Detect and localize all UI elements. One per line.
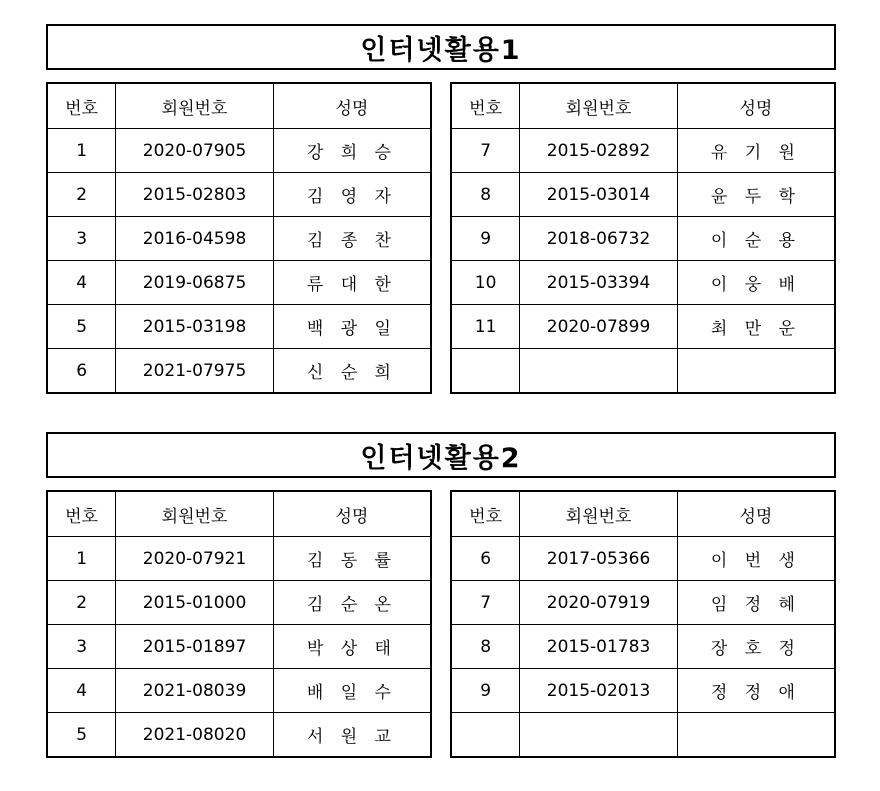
- cell-name: [677, 349, 835, 394]
- cell-number: 6: [47, 349, 116, 394]
- cell-number: 4: [47, 261, 116, 305]
- cell-member-id: [520, 713, 678, 758]
- table-row: [451, 713, 835, 758]
- cell-name: 윤 두 학: [677, 173, 835, 217]
- header-name: 성명: [677, 83, 835, 129]
- table-row: [451, 129, 835, 173]
- cell-name: 유 기 원: [677, 129, 835, 173]
- cell-member-id: 2020-07919: [520, 581, 678, 625]
- cell-name: 김 순 온: [273, 581, 431, 625]
- cell-name: 최 만 운: [677, 305, 835, 349]
- cell-number: 1: [47, 537, 116, 581]
- roster-table-right: [450, 490, 836, 758]
- roster-table-left: [46, 490, 432, 758]
- header-name: 성명: [677, 491, 835, 537]
- roster-table-left: [46, 82, 432, 394]
- header-member-id: 회원번호: [116, 491, 274, 537]
- table-row: [451, 625, 835, 669]
- table-row: [47, 581, 431, 625]
- cell-member-id: 2021-07975: [116, 349, 274, 394]
- cell-member-id: [520, 349, 678, 394]
- cell-name: 이 웅 배: [677, 261, 835, 305]
- table-row: [47, 669, 431, 713]
- cell-number: 7: [451, 581, 520, 625]
- cell-member-id: 2015-02013: [520, 669, 678, 713]
- cell-member-id: 2019-06875: [116, 261, 274, 305]
- cell-name: 박 상 태: [273, 625, 431, 669]
- cell-number: 1: [47, 129, 116, 173]
- table-header-row: [451, 83, 835, 129]
- cell-number: 2: [47, 173, 116, 217]
- table-row: [451, 537, 835, 581]
- section-title: 인터넷활용2: [46, 432, 836, 478]
- table-header-row: [47, 83, 431, 129]
- cell-number: 11: [451, 305, 520, 349]
- cell-member-id: 2016-04598: [116, 217, 274, 261]
- cell-name: 류 대 한: [273, 261, 431, 305]
- table-row: [451, 261, 835, 305]
- cell-name: 임 정 혜: [677, 581, 835, 625]
- cell-number: 7: [451, 129, 520, 173]
- cell-number: 2: [47, 581, 116, 625]
- cell-name: 장 호 정: [677, 625, 835, 669]
- header-member-id: 회원번호: [520, 491, 678, 537]
- table-row: [451, 581, 835, 625]
- header-name: 성명: [273, 491, 431, 537]
- cell-name: 이 번 생: [677, 537, 835, 581]
- table-row: [451, 349, 835, 394]
- cell-number: 5: [47, 305, 116, 349]
- table-row: [47, 217, 431, 261]
- cell-number: 8: [451, 173, 520, 217]
- table-row: [451, 305, 835, 349]
- cell-number: 3: [47, 625, 116, 669]
- table-row: [47, 305, 431, 349]
- cell-member-id: 2021-08039: [116, 669, 274, 713]
- table-row: [47, 173, 431, 217]
- cell-name: 강 희 승: [273, 129, 431, 173]
- header-name: 성명: [273, 83, 431, 129]
- header-member-id: 회원번호: [116, 83, 274, 129]
- cell-number: [451, 349, 520, 394]
- cell-member-id: 2015-01000: [116, 581, 274, 625]
- cell-name: [677, 713, 835, 758]
- header-number: 번호: [47, 491, 116, 537]
- cell-name: 신 순 희: [273, 349, 431, 394]
- cell-number: 4: [47, 669, 116, 713]
- cell-member-id: 2018-06732: [520, 217, 678, 261]
- cell-member-id: 2020-07921: [116, 537, 274, 581]
- cell-member-id: 2015-03014: [520, 173, 678, 217]
- cell-member-id: 2015-02803: [116, 173, 274, 217]
- cell-number: 5: [47, 713, 116, 758]
- cell-name: 정 정 애: [677, 669, 835, 713]
- table-row: [47, 625, 431, 669]
- table-row: [47, 713, 431, 758]
- table-row: [47, 537, 431, 581]
- cell-number: [451, 713, 520, 758]
- table-row: [451, 669, 835, 713]
- cell-number: 3: [47, 217, 116, 261]
- cell-member-id: 2015-03394: [520, 261, 678, 305]
- cell-member-id: 2017-05366: [520, 537, 678, 581]
- table-row: [451, 217, 835, 261]
- cell-number: 9: [451, 217, 520, 261]
- cell-name: 김 영 자: [273, 173, 431, 217]
- cell-member-id: 2015-01897: [116, 625, 274, 669]
- table-header-row: [47, 491, 431, 537]
- cell-name: 김 동 률: [273, 537, 431, 581]
- cell-name: 김 종 찬: [273, 217, 431, 261]
- cell-member-id: 2020-07905: [116, 129, 274, 173]
- header-number: 번호: [451, 491, 520, 537]
- cell-name: 백 광 일: [273, 305, 431, 349]
- cell-member-id: 2020-07899: [520, 305, 678, 349]
- cell-name: 배 일 수: [273, 669, 431, 713]
- cell-number: 6: [451, 537, 520, 581]
- cell-member-id: 2015-02892: [520, 129, 678, 173]
- table-row: [451, 173, 835, 217]
- cell-number: 8: [451, 625, 520, 669]
- header-number: 번호: [451, 83, 520, 129]
- cell-member-id: 2021-08020: [116, 713, 274, 758]
- cell-member-id: 2015-01783: [520, 625, 678, 669]
- cell-name: 서 원 교: [273, 713, 431, 758]
- header-number: 번호: [47, 83, 116, 129]
- table-row: [47, 261, 431, 305]
- table-header-row: [451, 491, 835, 537]
- cell-number: 9: [451, 669, 520, 713]
- cell-name: 이 순 용: [677, 217, 835, 261]
- header-member-id: 회원번호: [520, 83, 678, 129]
- table-row: [47, 129, 431, 173]
- cell-member-id: 2015-03198: [116, 305, 274, 349]
- roster-table-right: [450, 82, 836, 394]
- cell-number: 10: [451, 261, 520, 305]
- section-title: 인터넷활용1: [46, 24, 836, 70]
- table-row: [47, 349, 431, 394]
